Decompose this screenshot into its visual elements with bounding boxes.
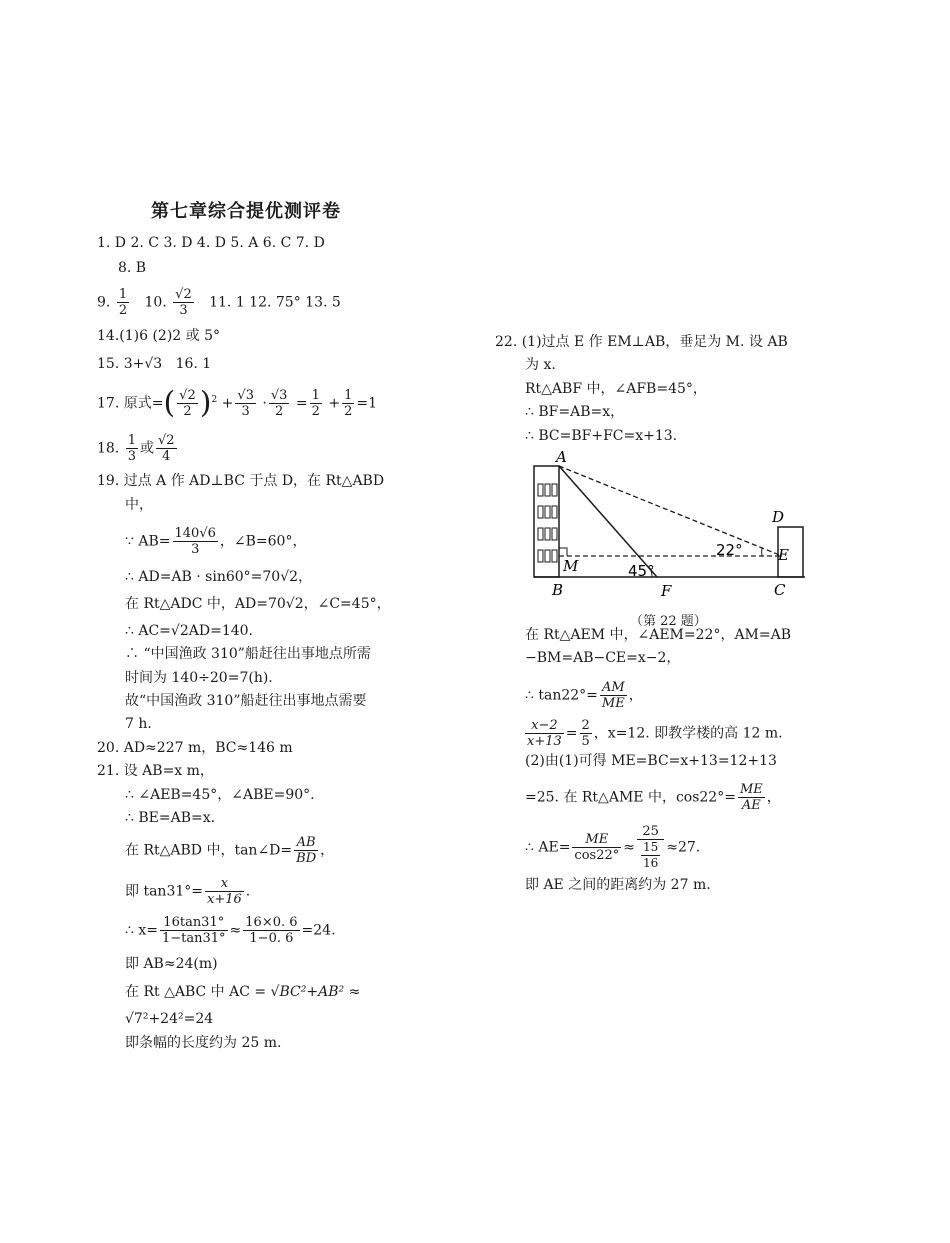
answer-line: ∴ tan22°= $\frac{AM}{ME}$ ，: [525, 680, 643, 711]
answer-line: 为 x.: [525, 357, 556, 373]
answer-line: 在 Rt△AEM 中，∠AEM=22°，AM=AB: [525, 627, 792, 643]
label-d: D: [772, 508, 785, 526]
answer-line: $\frac{x-2}{x+13}$ = $\frac{2}{5}$ ，x=12. 即教学楼的高 12 m.: [527, 718, 783, 749]
window: [545, 550, 550, 562]
answer-line: ∴ x= $\frac{16\tan 31^\circ}{1-\tan 31^\circ}$ ≈ $\frac{16\times 0. 6}{1-0. 6}$ =24.: [125, 915, 336, 946]
answer-line: 19. 过点 A 作 AD⊥BC 于点 D，在 Rt△ABD: [97, 473, 385, 489]
label-b: B: [552, 581, 564, 599]
page-title: 第七章综合提优测评卷: [151, 201, 341, 222]
window: [552, 484, 557, 496]
answer-line: 即 tan31°= $\frac{x}{x+16}$ .: [125, 876, 251, 907]
answer-line: [97, 287, 341, 318]
figure-caption: （第 22 题）: [630, 614, 707, 629]
line-ae: [559, 466, 785, 556]
answer-line: 在 Rt△ABD 中，tan∠D= $\frac{AB}{BD}$ ，: [125, 835, 335, 866]
answer-line: ∴ BF=AB=x，: [525, 404, 625, 420]
answer-line: 1. D 2. C 3. D 4. D 5. A 6. C 7. D: [97, 235, 325, 251]
answer-line: 15. 3+√3 16. 1: [97, 356, 212, 372]
answer-line: ∴ AD=AB · sin60°=70√2，: [125, 569, 313, 585]
answer-line: =25. 在 Rt△AME 中，cos22°= $\frac{ME}{AE}$ ，: [525, 782, 781, 813]
answer-line: 即 AE 之间的距离约为 27 m.: [525, 877, 711, 893]
answer-line: 即 AB≈24(m): [125, 956, 218, 972]
answer-line: ∴ AC=√2AD=140.: [125, 623, 254, 639]
answer-line: ∴ ∠AEB=45°，∠ABE=90°.: [125, 787, 315, 803]
answer-line: 即条幅的长度约为 25 m.: [125, 1035, 282, 1051]
window: [552, 506, 557, 518]
window: [545, 484, 550, 496]
answer-line: 20. AD≈227 m，BC≈146 m: [97, 740, 293, 756]
answer-line: −BM=AB−CE=x−2，: [525, 650, 681, 666]
answer-line: ∴ BC=BF+FC=x+13.: [525, 428, 678, 444]
window: [538, 550, 543, 562]
answer-line: ∴ AE= $\frac{ME}{\cos 22^\circ}$ ≈ $\frac{25}{\frac{15}{16}}$ ≈27.: [525, 824, 701, 870]
answer-line: ∴ BE=AB=x.: [125, 810, 216, 826]
answer-line: ∵ AB= $\frac{140√6}{3}$ ，∠B=60°，: [125, 526, 307, 557]
answer-line: 时间为 140÷20=7(h).: [125, 670, 273, 686]
window: [545, 506, 550, 518]
window: [538, 528, 543, 540]
answer-line: Rt△ABF 中，∠AFB=45°，: [525, 381, 707, 397]
label-c: C: [774, 581, 786, 599]
answer-line: 18. $\frac{1}{3}$ 或 $\frac{√2}{4}$: [97, 433, 175, 464]
answer-line: 在 Rt△ADC 中，AD=70√2，∠C=45°，: [125, 596, 391, 612]
item-number: 10.: [144, 294, 167, 311]
window: [538, 484, 543, 496]
label-angle-45: 45°: [628, 562, 655, 580]
answer-line: (2)由(1)可得 ME=BC=x+13=12+13: [525, 753, 777, 769]
answer-line: 14.(1)6 (2)2 或 5°: [97, 328, 220, 344]
answer-line: 21. 设 AB=x m，: [97, 763, 214, 779]
label-e: E: [778, 546, 789, 564]
window: [545, 528, 550, 540]
fraction: $\frac{√2}{3}$: [175, 287, 192, 318]
window: [538, 506, 543, 518]
answer-line: 故“中国渔政 310”船赶往出事地点需要: [125, 693, 367, 709]
label-angle-22: 22°: [716, 541, 743, 559]
diagram-figure-22: [520, 448, 820, 608]
right-angle-mark: [559, 548, 567, 556]
fraction: $\frac{1}{2}$: [118, 287, 128, 318]
answer-line: ∴ “中国渔政 310”船赶往出事地点所需: [125, 646, 371, 662]
window: [552, 528, 557, 540]
answer-line: √7²+24²=24: [125, 1011, 214, 1027]
label-a: A: [556, 448, 567, 466]
item-number: 9.: [97, 294, 111, 311]
label-f: F: [661, 582, 672, 600]
answer-line: 8. B: [118, 260, 147, 276]
label-m: M: [563, 557, 579, 575]
answer-line: 中，: [125, 497, 153, 513]
window: [552, 550, 557, 562]
answer-line: 在 Rt △ABC 中 AC = √BC²+AB² ≈: [125, 984, 361, 1000]
answer-line: 17. 原式=( $\frac{√2}{2}$ )$^2$ + $\frac{√3}{3}$ · $\frac{√3}{2}$ = $\frac{1}{2}$ + $\frac{1}{2}$ =1: [97, 385, 378, 421]
answer-line: 7 h.: [125, 716, 152, 732]
answer-text: 11. 1 12. 75° 13. 5: [209, 294, 341, 311]
answer-line: 22. (1)过点 E 作 EM⊥AB，垂足为 M. 设 AB: [495, 334, 788, 350]
